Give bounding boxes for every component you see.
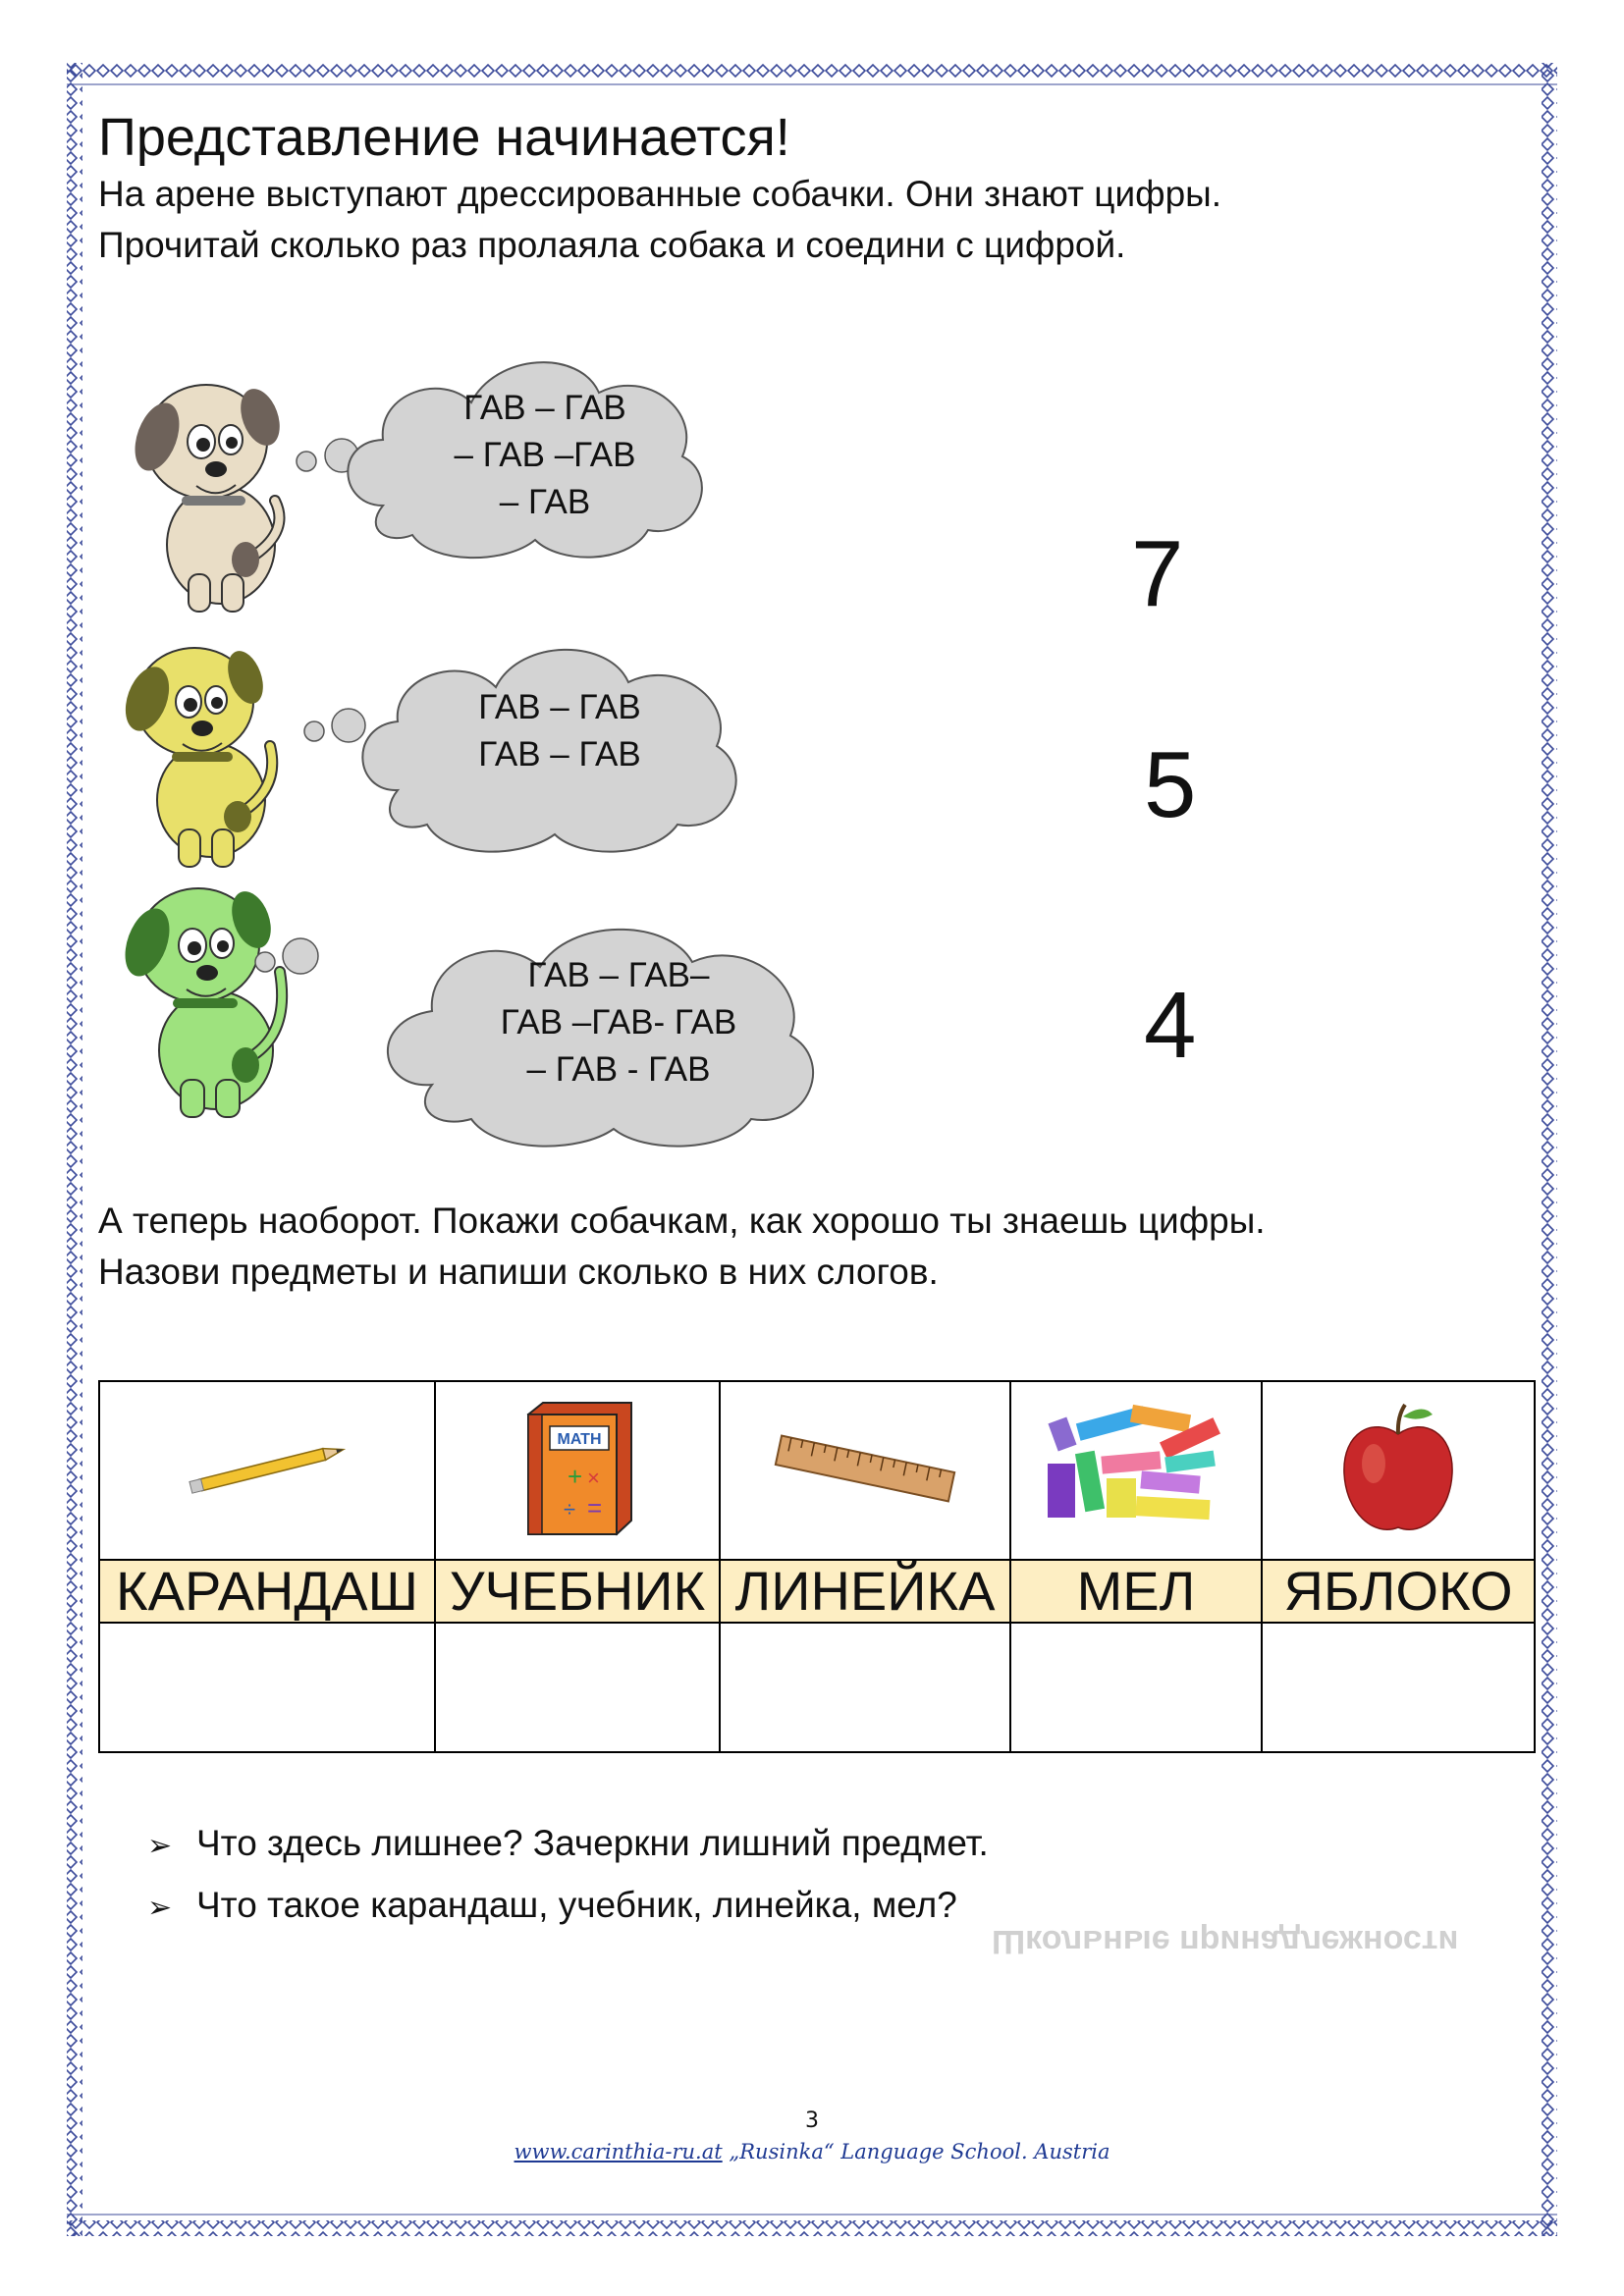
footer — [0, 2140, 1624, 2163]
answer-cell[interactable] — [1010, 1623, 1262, 1752]
bark-line: – ГАВ — [499, 483, 591, 521]
dog-illustration — [128, 363, 295, 618]
number-choice[interactable]: 4 — [1144, 973, 1197, 1078]
number-choice[interactable]: 7 — [1131, 521, 1184, 626]
footer-link[interactable]: www.carinthia-ru.at — [514, 2140, 723, 2163]
dog-body — [128, 384, 287, 612]
mirrored-caption: Школьные принадлежности — [992, 1923, 1459, 1960]
answer-cell[interactable] — [1262, 1623, 1535, 1752]
question-list — [147, 1814, 989, 1938]
picture-cell — [1010, 1381, 1262, 1560]
word-cell: УЧЕБНИК — [435, 1560, 720, 1623]
bark-line: ГАВ – ГАВ — [478, 735, 641, 774]
picture-cell — [99, 1381, 435, 1560]
picture-row — [99, 1381, 1535, 1560]
word-row — [99, 1560, 1535, 1623]
answer-cell[interactable] — [99, 1623, 435, 1752]
footer-text: „Rusinka“ Language School. Austria — [722, 2140, 1110, 2163]
intro-line: Прочитай сколько раз пролаяла собака и соедини с цифрой. — [98, 225, 1126, 265]
word-cell: КАРАНДАШ — [99, 1560, 435, 1623]
question-item — [147, 1876, 989, 1938]
bark-line: ГАВ – ГАВ– — [527, 956, 710, 994]
intro-paragraph — [98, 169, 1221, 271]
svg-text:=: = — [587, 1492, 603, 1522]
answer-cell[interactable] — [720, 1623, 1010, 1752]
arrow-bullet-icon: ➢ — [147, 1830, 173, 1862]
apple-icon — [1334, 1395, 1462, 1542]
instruction-line: А теперь наоборот. Покажи собачкам, как хорошо ты знаешь цифры. — [98, 1201, 1266, 1241]
word-cell: МЕЛ — [1010, 1560, 1262, 1623]
speech-cloud — [245, 903, 893, 1163]
bark-line: – ГАВ - ГАВ — [526, 1050, 711, 1089]
question-text: Что здесь лишнее? Зачеркни лишний предмет. — [196, 1823, 989, 1863]
math-book-icon — [509, 1395, 646, 1542]
question-item — [147, 1814, 989, 1876]
chalk-icon — [1043, 1395, 1229, 1542]
dog-body — [118, 646, 272, 867]
dog-illustration — [118, 628, 285, 874]
bark-line: ГАВ –ГАВ- ГАВ — [500, 1003, 737, 1041]
page-title: Представление начинается! — [98, 108, 790, 167]
page-number: 3 — [805, 2109, 819, 2133]
second-instruction — [98, 1196, 1266, 1298]
word-cell: ЛИНЕЙКА — [720, 1560, 1010, 1623]
answer-cell[interactable] — [435, 1623, 720, 1752]
speech-cloud — [285, 334, 727, 564]
bark-line: ГАВ – ГАВ — [478, 688, 641, 726]
picture-cell — [720, 1381, 1010, 1560]
svg-text:÷: ÷ — [564, 1496, 576, 1522]
ruler-icon — [767, 1424, 963, 1513]
word-cell: ЯБЛОКО — [1262, 1560, 1535, 1623]
instruction-line: Назови предметы и напиши сколько в них слогов. — [98, 1252, 939, 1292]
bark-line: ГАВ – ГАВ — [463, 389, 626, 427]
question-text: Что такое карандаш, учебник, линейка, мел? — [196, 1885, 957, 1925]
intro-line: На арене выступают дрессированные собачки. Они знают цифры. — [98, 174, 1222, 214]
speech-cloud — [285, 623, 756, 874]
svg-text:+: + — [568, 1461, 583, 1491]
arrow-bullet-icon: ➢ — [147, 1892, 173, 1924]
number-choice[interactable]: 5 — [1144, 732, 1197, 837]
bark-line: – ГАВ –ГАВ — [454, 436, 636, 474]
picture-cell — [1262, 1381, 1535, 1560]
pencil-icon — [179, 1439, 355, 1498]
book-label: MATH — [557, 1430, 602, 1448]
picture-cell — [435, 1381, 720, 1560]
syllable-table — [98, 1380, 1536, 1753]
answer-row — [99, 1623, 1535, 1752]
svg-text:×: × — [587, 1465, 600, 1490]
